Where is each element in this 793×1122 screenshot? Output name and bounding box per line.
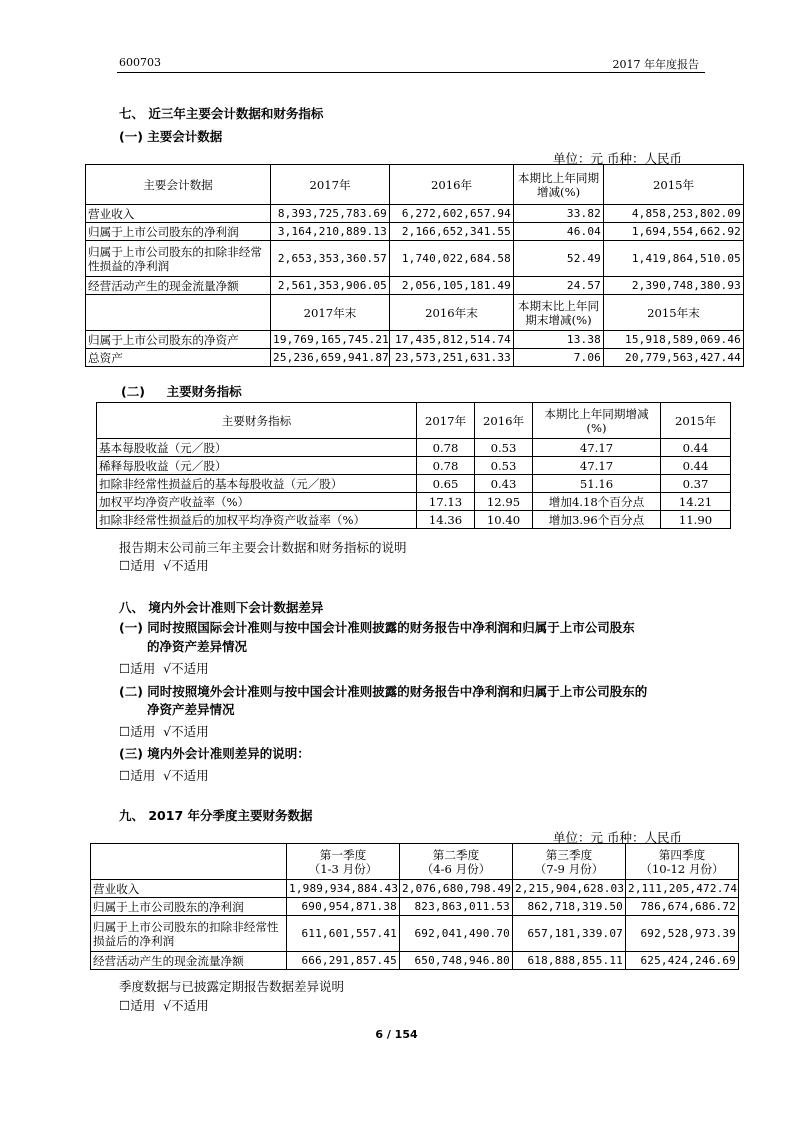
section-8-sub2-line1: (二) 同时按照境外会计准则与按中国会计准则披露的财务报告中净利润和归属于上市公司股东的 [119,684,648,699]
cell: 1,419,864,510.05 [604,241,744,277]
cell: 0.44 [661,457,731,475]
table-row [91,916,739,952]
section-7-title: 七、 近三年主要会计数据和财务指标 [119,106,324,121]
quarter-months: （10-12 月份） [640,861,724,876]
cell: 46.04 [514,223,604,241]
cell: 19,769,165,745.21 [271,331,390,349]
cell: 2,166,652,341.55 [390,223,514,241]
col-header: 2016年 [475,403,533,439]
cell: 625,424,246.69 [626,952,739,970]
col-header: 2015年末 [604,295,744,331]
row-label: 归属于上市公司股东的净利润 [86,223,271,241]
section-7-sub2: (二) 主要财务指标 [121,384,242,399]
cell: 862,718,319.50 [513,898,626,916]
col-header: 2016年 [390,165,514,205]
col-header [86,295,271,331]
quarter-months: （7-9 月份） [534,861,604,876]
cell: 657,181,339.07 [513,916,626,952]
cell: 增加3.96个百分点 [533,511,661,529]
table-row [86,349,744,367]
table-row [97,457,731,475]
cell: 17.13 [417,493,475,511]
report-title: 2017 年年度报告 [612,58,699,71]
quarter-name: 第四季度 [658,847,706,862]
table-row [86,223,744,241]
section-8-sub2-line2: 净资产差异情况 [147,702,235,717]
table-header-row [86,295,744,331]
cell: 2,390,748,380.93 [604,277,744,295]
cell: 3,164,210,889.13 [271,223,390,241]
section-8-title: 八、 境内外会计准则下会计数据差异 [119,600,324,615]
col-header: 2017年 [417,403,475,439]
row-label: 归属于上市公司股东的扣除非经常性损益的净利润 [86,241,271,277]
col-header [91,844,287,880]
cell: 2,056,105,181.49 [390,277,514,295]
cell: 25,236,659,941.87 [271,349,390,367]
cell: 0.37 [661,475,731,493]
applicable-checkbox-7: ☐适用 √不适用 [119,558,209,573]
cell: 692,041,490.70 [400,916,513,952]
applicable-checkbox-8a: ☐适用 √不适用 [119,661,209,676]
unit-label-1: 单位：元 币种：人民币 [553,151,682,166]
row-label: 归属于上市公司股东的扣除非经常性损益后的净利润 [91,916,287,952]
row-label: 扣除非经常性损益后的基本每股收益（元／股） [97,475,417,493]
table-row [97,493,731,511]
col-header [513,844,626,880]
cell: 7.06 [514,349,604,367]
cell: 2,215,904,628.03 [513,880,626,898]
section-8-sub3: (三) 境内外会计准则差异的说明： [119,746,310,761]
col-header: 2015年 [604,165,744,205]
cell: 666,291,857.45 [287,952,400,970]
row-label: 经营活动产生的现金流量净额 [86,277,271,295]
table-row [86,205,744,223]
cell: 0.44 [661,439,731,457]
applicable-checkbox-8b: ☐适用 √不适用 [119,724,209,739]
col-header: 本期比上年同期增减(%) [514,165,604,205]
row-label: 归属于上市公司股东的净资产 [86,331,271,349]
applicable-checkbox-9: ☐适用 √不适用 [119,998,209,1013]
cell: 15,918,589,069.46 [604,331,744,349]
table-row [86,331,744,349]
cell: 611,601,557.41 [287,916,400,952]
row-label: 营业收入 [86,205,271,223]
table-row [91,898,739,916]
col-header: 2016年末 [390,295,514,331]
row-label: 基本每股收益（元／股） [97,439,417,457]
cell: 4,858,253,802.09 [604,205,744,223]
cell: 1,740,022,684.58 [390,241,514,277]
section-9-note: 季度数据与已披露定期报告数据差异说明 [119,979,345,994]
quarter-name: 第二季度 [432,847,480,862]
cell: 2,076,680,798.49 [400,880,513,898]
cell: 786,674,686.72 [626,898,739,916]
cell: 692,528,973.39 [626,916,739,952]
col-header: 本期末比上年同期末增减(%) [514,295,604,331]
cell: 690,954,871.38 [287,898,400,916]
cell: 23,573,251,631.33 [390,349,514,367]
cell: 1,989,934,884.43 [287,880,400,898]
quarter-name: 第一季度 [319,847,367,862]
table-header-row [91,844,739,880]
section-8-sub1-line1: (一) 同时按照国际会计准则与按中国会计准则披露的财务报告中净利润和归属于上市公司股东 [119,620,635,635]
cell: 0.53 [475,457,533,475]
cell: 12.95 [475,493,533,511]
accounting-data-table [85,164,744,367]
col-header [626,844,739,880]
cell: 0.53 [475,439,533,457]
cell: 823,863,011.53 [400,898,513,916]
header-divider [117,72,705,73]
row-label: 稀释每股收益（元／股） [97,457,417,475]
cell: 6,272,602,657.94 [390,205,514,223]
cell: 0.78 [417,439,475,457]
quarter-name: 第三季度 [545,847,593,862]
cell: 11.90 [661,511,731,529]
col-header: 2017年末 [271,295,390,331]
col-header [400,844,513,880]
cell: 650,748,946.80 [400,952,513,970]
table-row [91,880,739,898]
cell: 33.82 [514,205,604,223]
cell: 52.49 [514,241,604,277]
col-header: 主要会计数据 [86,165,271,205]
section-9-title: 九、 2017 年分季度主要财务数据 [119,808,313,823]
table-row [86,241,744,277]
table-header-row [86,165,744,205]
quarterly-data-table [90,843,739,970]
applicable-checkbox-8c: ☐适用 √不适用 [119,768,209,783]
row-label: 归属于上市公司股东的净利润 [91,898,287,916]
cell: 2,111,205,472.74 [626,880,739,898]
cell: 618,888,855.11 [513,952,626,970]
cell: 0.78 [417,457,475,475]
cell: 0.43 [475,475,533,493]
section-7-sub1: (一) 主要会计数据 [119,129,223,144]
cell: 17,435,812,514.74 [390,331,514,349]
row-label: 加权平均净资产收益率（%） [97,493,417,511]
table-row [86,277,744,295]
cell: 10.40 [475,511,533,529]
cell: 0.65 [417,475,475,493]
table-row [97,439,731,457]
cell: 增加4.18个百分点 [533,493,661,511]
table-row [97,475,731,493]
cell: 1,694,554,662.92 [604,223,744,241]
cell: 24.57 [514,277,604,295]
table-row [91,952,739,970]
unit-label-2: 单位：元 币种：人民币 [553,830,682,845]
quarter-months: （4-6 月份） [421,861,491,876]
cell: 14.21 [661,493,731,511]
table-header-row [97,403,731,439]
cell: 47.17 [533,457,661,475]
cell: 8,393,725,783.69 [271,205,390,223]
cell: 51.16 [533,475,661,493]
quarter-months: （1-3 月份） [308,861,378,876]
cell: 2,561,353,906.05 [271,277,390,295]
col-header: 主要财务指标 [97,403,417,439]
row-label: 扣除非经常性损益后的加权平均净资产收益率（%） [97,511,417,529]
cell: 20,779,563,427.44 [604,349,744,367]
col-header [287,844,400,880]
row-label: 总资产 [86,349,271,367]
section-7-note: 报告期末公司前三年主要会计数据和财务指标的说明 [119,540,407,555]
col-header: 2015年 [661,403,731,439]
section-8-sub1-line2: 的净资产差异情况 [147,639,248,654]
row-label: 营业收入 [91,880,287,898]
cell: 2,653,353,360.57 [271,241,390,277]
financial-indicators-table [96,402,731,529]
cell: 47.17 [533,439,661,457]
stock-code: 600703 [119,56,161,69]
row-label: 经营活动产生的现金流量净额 [91,952,287,970]
table-row [97,511,731,529]
page-number: 6 / 154 [375,1028,418,1041]
col-header: 本期比上年同期增减(%) [533,403,661,439]
cell: 14.36 [417,511,475,529]
cell: 13.38 [514,331,604,349]
col-header: 2017年 [271,165,390,205]
